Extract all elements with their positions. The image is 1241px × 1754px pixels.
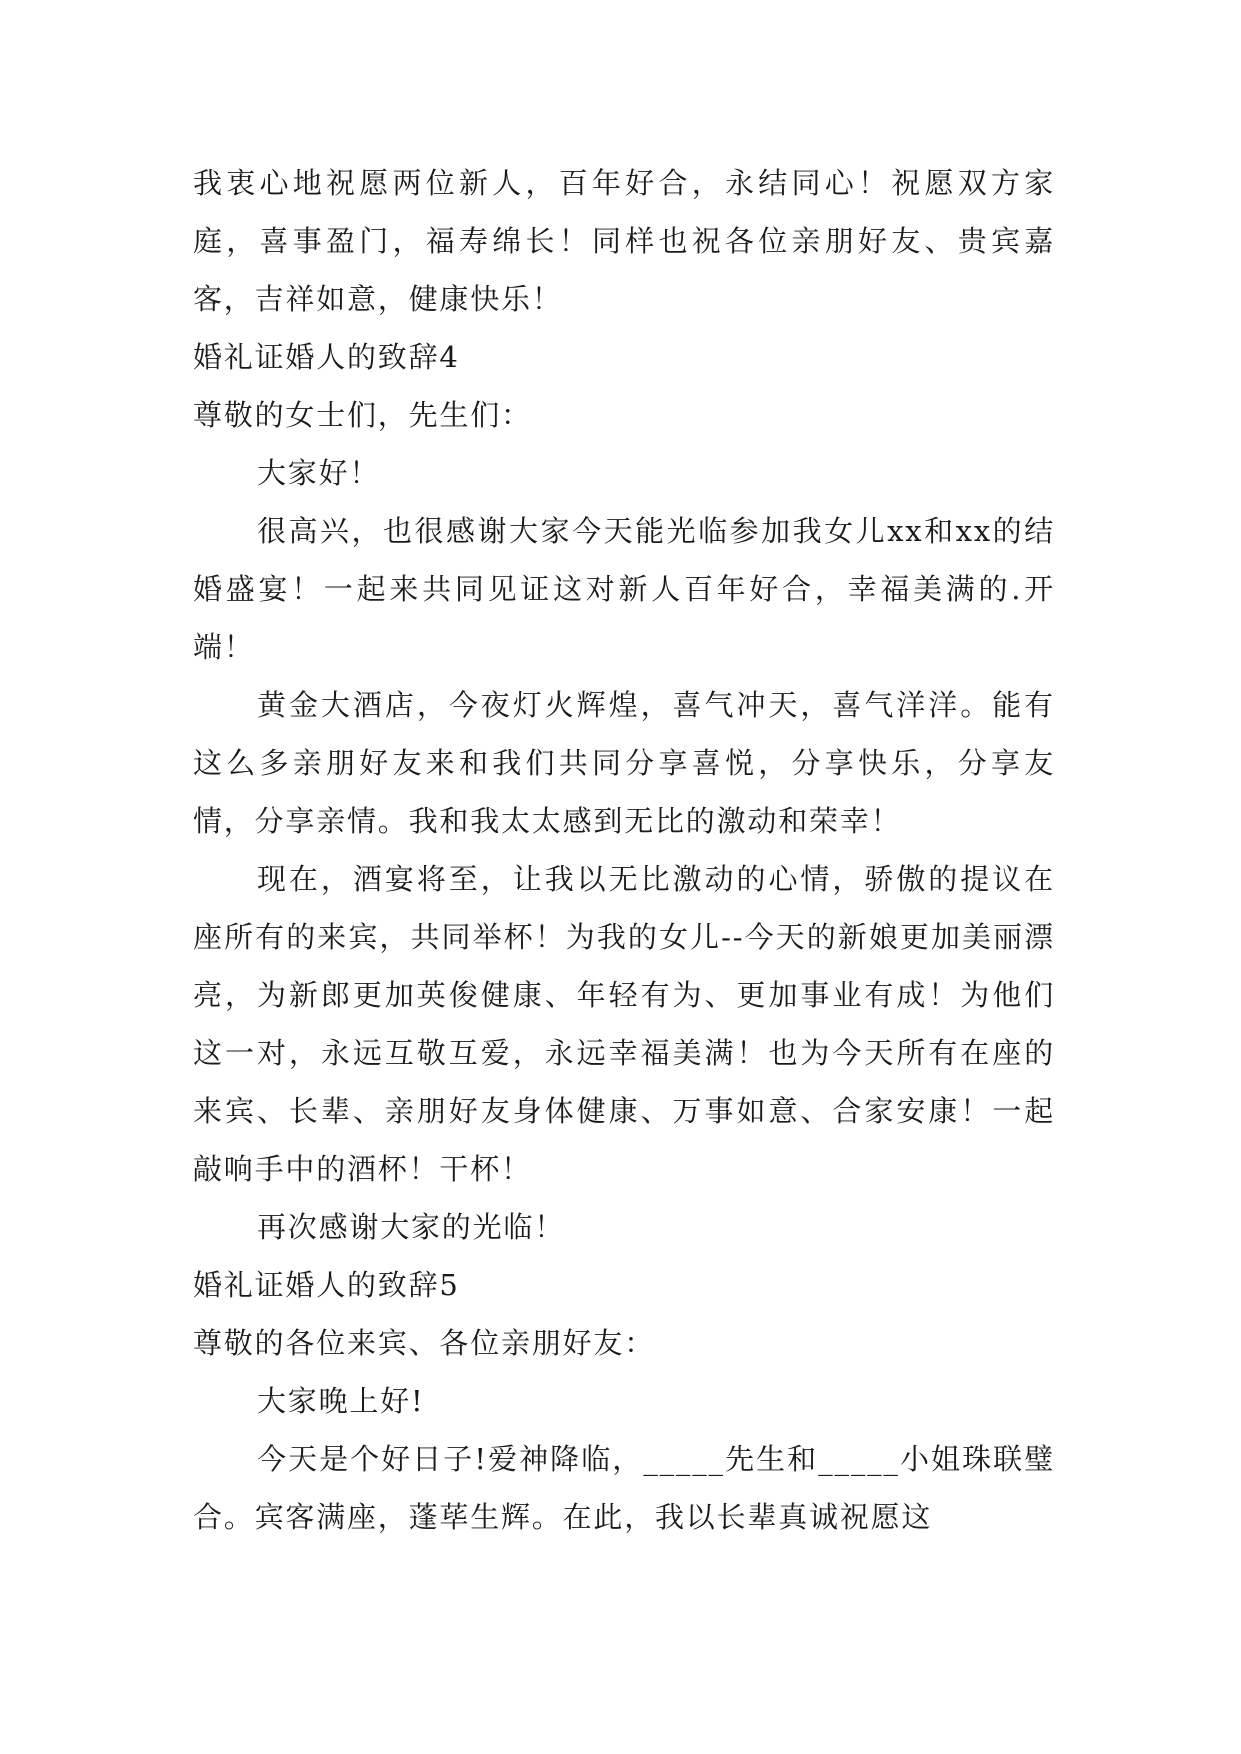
paragraph: 我衷心地祝愿两位新人，百年好合，永结同心！祝愿双方家庭，喜事盈门，福寿绵长！同样也祝各位亲朋好友、贵宾嘉客，吉祥如意，健康快乐！ (193, 166, 1055, 316)
paragraph: 再次感谢大家的光临！ (257, 1210, 566, 1244)
paragraph: 黄金大酒店，今夜灯火辉煌，喜气冲天，喜气洋洋。能有这么多亲朋好友来和我们共同分享喜悦，分享快乐，分享友情，分享亲情。我和我太太感到无比的激动和荣幸！ (193, 688, 1055, 838)
paragraph: 很高兴，也很感谢大家今天能光临参加我女儿xx和xx的结婚盛宴！一起来共同见证这对新人百年好合，幸福美满的.开端！ (193, 514, 1055, 664)
salutation: 尊敬的女士们，先生们： (193, 398, 532, 432)
paragraph: 现在，酒宴将至，让我以无比激动的心情，骄傲的提议在座所有的来宾，共同举杯！为我的女儿--今天的新娘更加美丽漂亮，为新郎更加英俊健康、年轻有为、更加事业有成！为他们这一对，永远互敬互爱，永远幸福美满！也为今天所有在座的来宾、长辈、亲朋好友身体健康、万事如意、合家安康！一起敲响手中的酒杯！干杯！ (193, 862, 1055, 1186)
greeting: 大家好！ (257, 456, 381, 490)
document-body (193, 154, 1055, 1546)
salutation: 尊敬的各位来宾、各位亲朋好友： (193, 1326, 656, 1360)
greeting: 大家晚上好! (257, 1384, 425, 1418)
paragraph: 今天是个好日子!爱神降临，_____先生和_____小姐珠联璧合。宾客满座，蓬荜生辉。在此，我以长辈真诚祝愿这 (193, 1442, 1055, 1534)
section-heading: 婚礼证婚人的致辞5 (193, 1268, 460, 1302)
section-heading: 婚礼证婚人的致辞4 (193, 340, 460, 374)
